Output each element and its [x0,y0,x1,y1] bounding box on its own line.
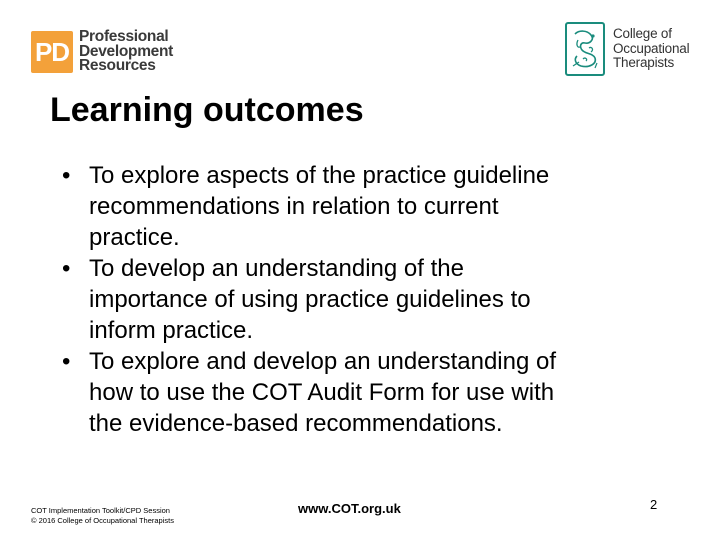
list-item [62,160,662,253]
bullet-icon: • [62,162,71,189]
pd-badge: PD [31,31,73,73]
bullet-text-line: practice. [89,224,180,251]
list-item [62,253,662,346]
cot-emblem-icon [565,22,605,76]
pd-logo-text [79,30,173,74]
bullet-text-line: inform practice. [89,317,254,344]
learning-outcomes-list [62,160,662,439]
bullet-text-line: recommendations in relation to current [89,193,499,220]
bullet-text-line: importance of using practice guidelines to [89,286,531,313]
cot-emblem-graphic [569,26,601,72]
bullet-text-line: To explore and develop an understanding of [89,348,557,375]
bullet-text-line: To explore aspects of the practice guideline [89,162,550,189]
bullet-icon: • [62,255,71,282]
page-number: 2 [650,497,658,512]
bullet-text-line: the evidence-based recommendations. [89,410,503,437]
pd-logo-line: Resources [79,57,156,74]
footer-copyright-line: © 2016 College of Occupational Therapists [31,516,174,525]
footer-credits [31,506,174,526]
bullet-icon: • [62,348,71,375]
bullet-text-line: To develop an understanding of the [89,255,464,282]
pd-logo [31,30,173,74]
footer-toolkit-line: COT Implementation Toolkit/CPD Session [31,506,170,515]
cot-logo-line: College of [613,26,672,42]
footer-url-link[interactable]: www.COT.org.uk [298,501,401,516]
cot-logo-line: Occupational [613,40,690,56]
pd-logo-line: Development [79,42,174,60]
cot-logo-text [613,27,689,71]
pd-logo-line: Professional [79,28,169,45]
bullet-text-line: how to use the COT Audit Form for use with [89,379,555,406]
slide-title: Learning outcomes [50,91,364,129]
cot-logo [565,22,689,76]
cot-logo-line: Therapists [613,55,675,71]
list-item [62,346,662,439]
